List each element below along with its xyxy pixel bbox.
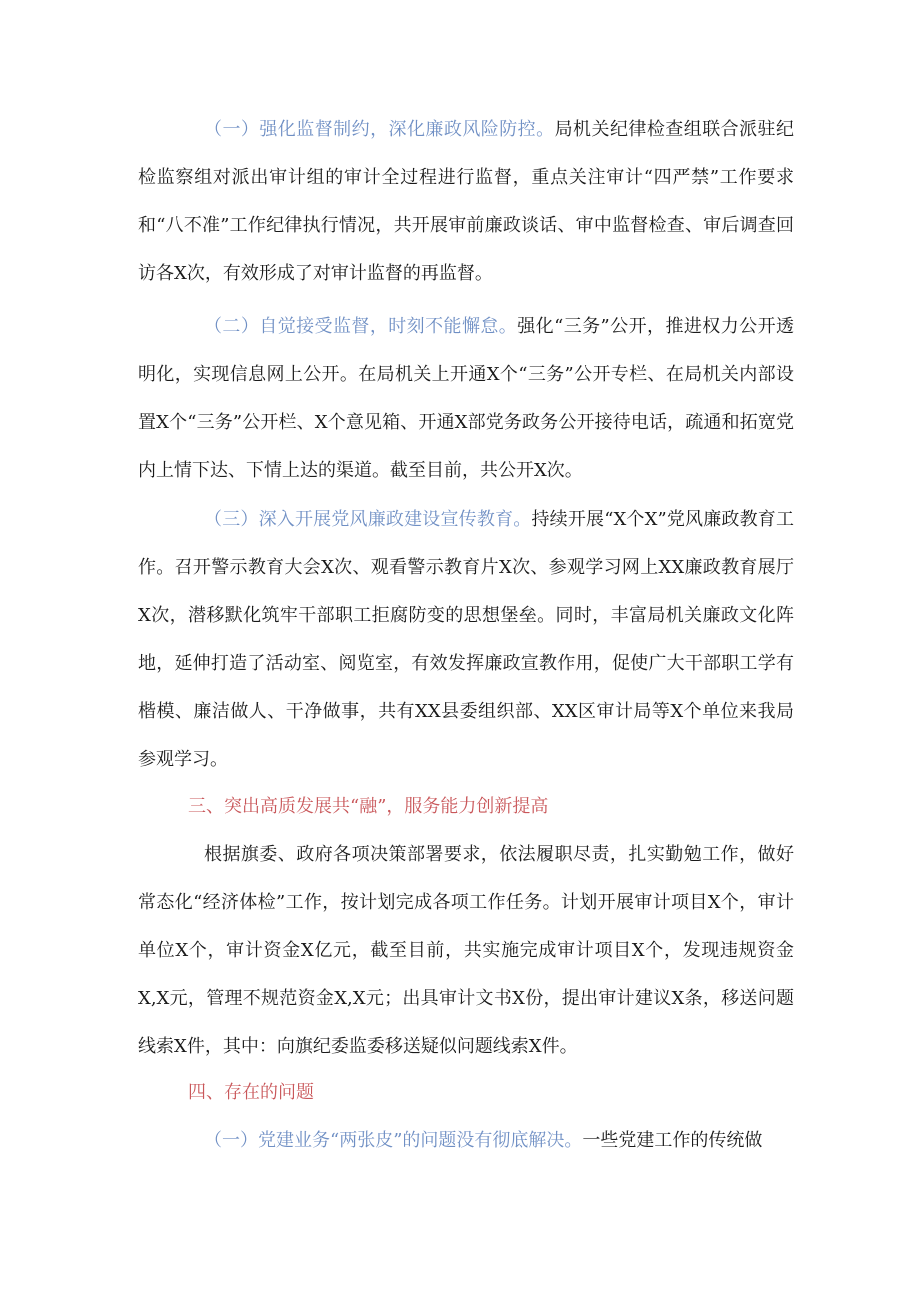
paragraph-1-body: 局机关纪律检查组联合派驻纪检监察组对派出审计组的审计全过程进行监督，重点关注审计“四严禁”工作要求和“八不准”工作纪律执行情况，共开展审前廉政谈话、审中监督检查、审后调查回访各X次，有效形成了对审计监督的再监督。 bbox=[138, 119, 795, 284]
paragraph-2-body: 强化“三务”公开，推进权力公开透明化，实现信息网上公开。在局机关上开通X个“三务”公开专栏、在局机关内部设置X个“三务”公开栏、X个意见箱、开通X部党务政务公开接待电话，疏通和拓宽党内上情下达、下情上达的渠道。截至目前，共公开X次。 bbox=[138, 316, 795, 481]
paragraph-1 bbox=[138, 106, 794, 298]
paragraph-5-lead: （一）党建业务“两张皮”的问题没有彻底解决。 bbox=[204, 1130, 583, 1151]
paragraph-5 bbox=[138, 1117, 794, 1165]
paragraph-3-body: 持续开展“X个X”党风廉政教育工作。召开警示教育大会X次、观看警示教育片X次、参观学习网上XX廉政教育展厅X次，潜移默化筑牢干部职工拒腐防变的思想堡垒。同时，丰富局机关廉政文化阵地，延伸打造了活动室、阅览室，有效发挥廉政宣教作用，促使广大干部职工学有楷模、廉洁做人、干净做事，共有XX县委组织部、XX区审计局等X个单位来我局参观学习。 bbox=[138, 509, 794, 770]
paragraph-4 bbox=[138, 831, 794, 1071]
paragraph-5-body: 一些党建工作的传统做 bbox=[582, 1130, 763, 1151]
paragraph-1-lead: （一）强化监督制约，深化廉政风险防控。 bbox=[204, 119, 555, 140]
paragraph-2 bbox=[138, 303, 794, 495]
paragraph-4-body: 根据旗委、政府各项决策部署要求，依法履职尽责，扎实勤勉工作，做好常态化“经济体检”工作，按计划完成各项工作任务。计划开展审计项目X个，审计单位X个，审计资金X亿元，截至目前，共实施完成审计项目X个，发现违规资金X,X元，管理不规范资金X,X元；出具审计文书X份，提出审计建议X条，移送问题线索X件，其中：向旗纪委监委移送疑似问题线索X件。 bbox=[138, 844, 794, 1057]
section-heading-4: 四、存在的问题 bbox=[188, 1082, 314, 1103]
paragraph-3-lead: （三）深入开展党风廉政建设宣传教育。 bbox=[204, 509, 532, 530]
section-heading-3: 三、突出高质发展共“融”，服务能力创新提高 bbox=[188, 796, 549, 817]
paragraph-2-lead: （二）自觉接受监督，时刻不能懈怠。 bbox=[204, 316, 518, 337]
paragraph-3 bbox=[138, 496, 794, 784]
